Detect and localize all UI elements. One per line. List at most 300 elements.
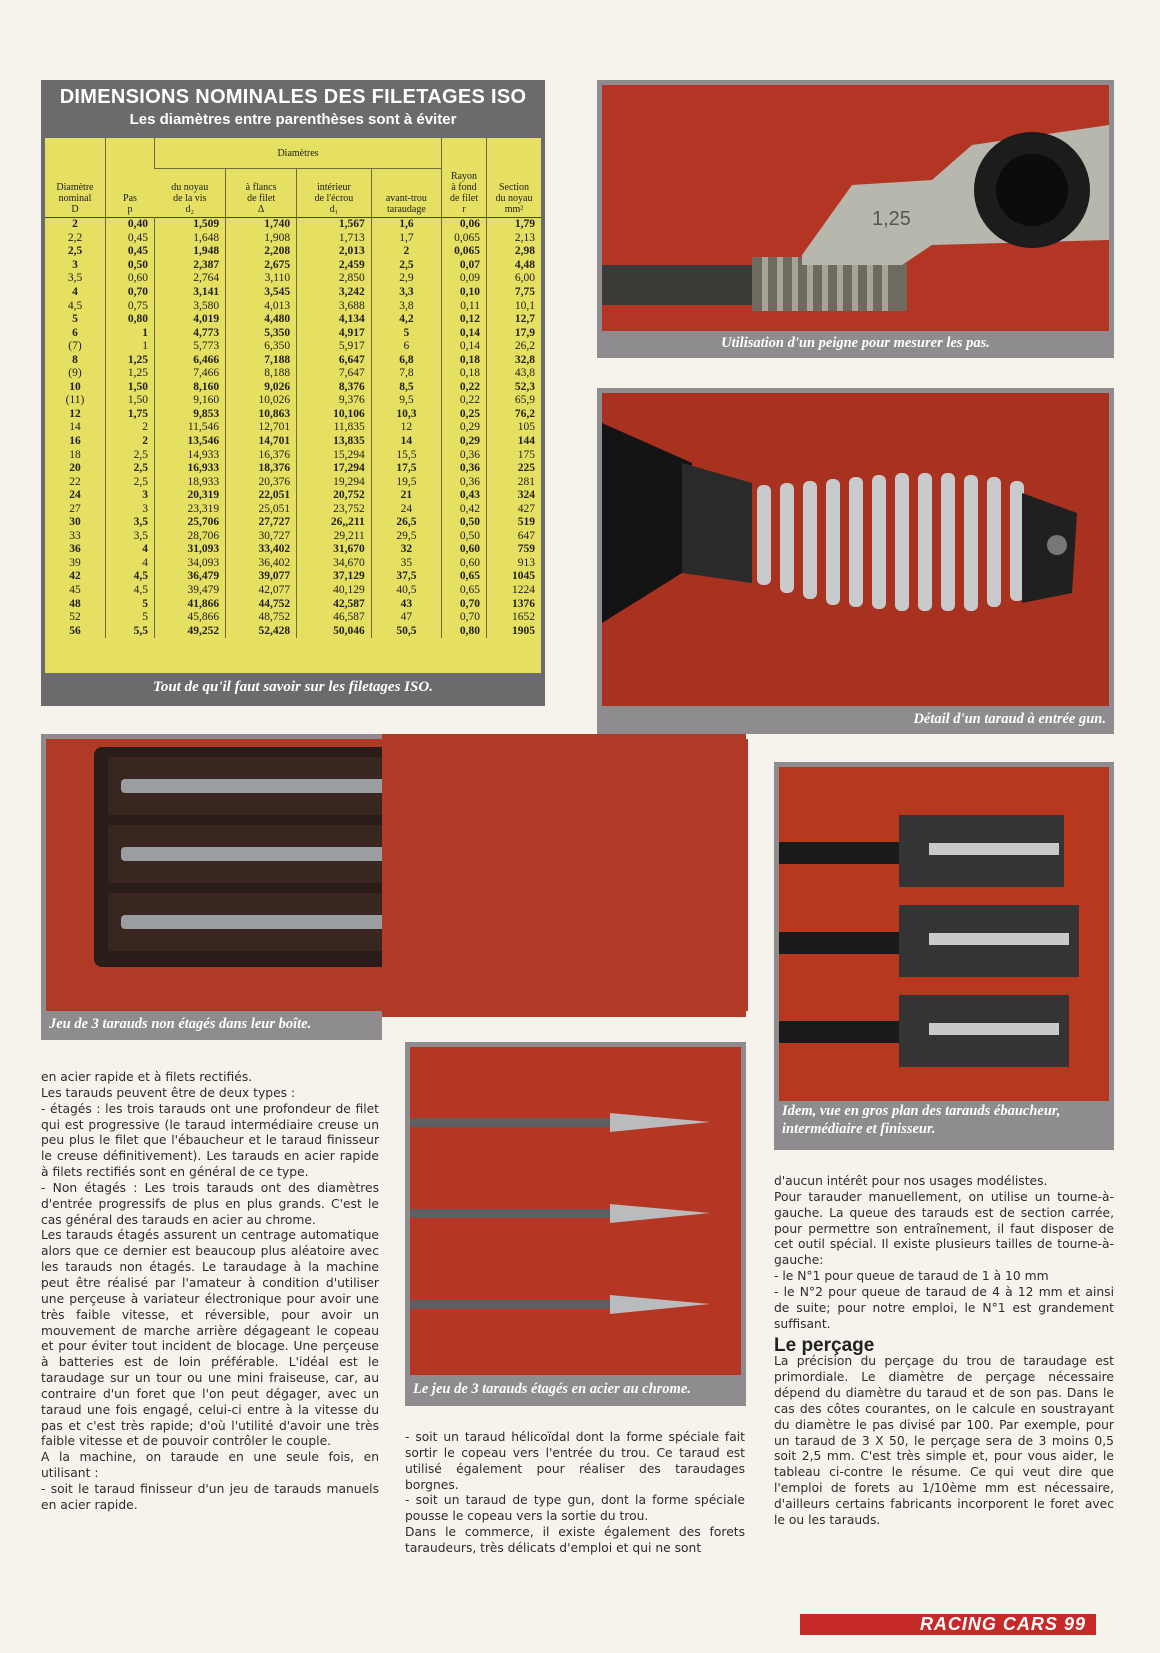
- table-cell: 2,5: [371, 259, 441, 273]
- table-cell: 0,75: [106, 299, 155, 313]
- table-cell: 4,5: [106, 584, 155, 598]
- table-cell: 5: [106, 611, 155, 625]
- table-row: [45, 286, 541, 300]
- table-row: [45, 367, 541, 381]
- table-cell: 14: [69, 421, 81, 434]
- table-row: [45, 624, 541, 638]
- table-cell: 42: [69, 570, 81, 583]
- table-cell: 2: [106, 435, 155, 449]
- paragraph: - soit un taraud de type gun, dont la forme spéciale pousse le copeau vers la sortie du trou.: [405, 1493, 745, 1524]
- table-cell: 56: [69, 624, 81, 637]
- table-row: [45, 218, 541, 232]
- table-row: [45, 611, 541, 625]
- table-cell: 3: [106, 502, 155, 516]
- table-cell: 13,546: [155, 435, 226, 449]
- table-cell: 6,350: [226, 340, 297, 354]
- table-cell: 1,567: [297, 218, 372, 232]
- table-cell: 76,2: [487, 408, 542, 422]
- table-cell: 5: [371, 326, 441, 340]
- page-number: 99: [1063, 1614, 1086, 1634]
- table-cell: 20,752: [297, 489, 372, 503]
- table-cell: 21: [371, 489, 441, 503]
- table-cell: 1: [106, 340, 155, 354]
- table-cell: 0,65: [442, 570, 487, 584]
- table-cell: 19,294: [297, 475, 372, 489]
- table-cell: 42,587: [297, 597, 372, 611]
- table-cell: 17,294: [297, 462, 372, 476]
- tap-closeup-illustration: [779, 767, 1109, 1101]
- iso-table-subtitle: Les diamètres entre parenthèses sont à éviter: [129, 111, 457, 128]
- table-cell: 1,50: [106, 394, 155, 408]
- header-pas: Pas p: [106, 138, 155, 218]
- table-cell: 22,051: [226, 489, 297, 503]
- table-cell: 3,5: [106, 516, 155, 530]
- table-cell: 2,764: [155, 272, 226, 286]
- table-cell: 43,8: [487, 367, 542, 381]
- paragraph: - soit un taraud hélicoïdal dont la forme spéciale fait sortir le copeau vers l'entrée du trou. Ce taraud est utilisé également pour réaliser des taraudages borgnes.: [405, 1430, 745, 1492]
- table-cell: 2,208: [226, 245, 297, 259]
- table-cell: 10,106: [297, 408, 372, 422]
- table-cell: 36,402: [226, 557, 297, 571]
- table-cell: 16: [69, 435, 81, 448]
- iso-table-body: [45, 138, 541, 673]
- table-cell: 1045: [487, 570, 542, 584]
- table-cell: 175: [487, 448, 542, 462]
- table-row: [45, 259, 541, 273]
- table-cell: 2: [72, 218, 78, 231]
- table-cell: 3: [106, 489, 155, 503]
- table-row: [45, 462, 541, 476]
- table-cell: 27,727: [226, 516, 297, 530]
- table-cell: 0,60: [442, 557, 487, 571]
- table-cell: 2,9: [371, 272, 441, 286]
- table-cell: 10: [69, 380, 81, 393]
- table-cell: 0,36: [442, 475, 487, 489]
- table-cell: 0,22: [442, 394, 487, 408]
- table-cell: 37,129: [297, 570, 372, 584]
- table-cell: 7,188: [226, 353, 297, 367]
- header-avant-trou: avant-trou taraudage: [371, 169, 441, 218]
- table-cell: 1,25: [106, 367, 155, 381]
- table-cell: 0,70: [442, 597, 487, 611]
- table-cell: 13,835: [297, 435, 372, 449]
- table-cell: 39,077: [226, 570, 297, 584]
- table-cell: 12,7: [487, 313, 542, 327]
- table-cell: 2: [106, 421, 155, 435]
- table-cell: 4: [106, 543, 155, 557]
- table-cell: 31,670: [297, 543, 372, 557]
- table-cell: 33,402: [226, 543, 297, 557]
- table-cell: 32: [371, 543, 441, 557]
- caption-boite: Jeu de 3 tarauds non étagés dans leur boîte.: [49, 1016, 312, 1032]
- iso-table-title: DIMENSIONS NOMINALES DES FILETAGES ISO: [59, 86, 527, 108]
- table-cell: 2,459: [297, 259, 372, 273]
- photo-gros-plan: [774, 762, 1114, 1150]
- table-cell: 50,5: [371, 624, 441, 638]
- table-cell: 519: [487, 516, 542, 530]
- table-cell: 1652: [487, 611, 542, 625]
- table-cell: 37,5: [371, 570, 441, 584]
- table-cell: 48,752: [226, 611, 297, 625]
- text-column-2: [405, 1430, 745, 1557]
- table-row: [45, 326, 541, 340]
- table-cell: 6,8: [371, 353, 441, 367]
- paragraph: Les tarauds peuvent être de deux types :: [41, 1085, 296, 1100]
- table-cell: 2,675: [226, 259, 297, 273]
- table-cell: 40,129: [297, 584, 372, 598]
- table-cell: 0,22: [442, 381, 487, 395]
- table-cell: 29,211: [297, 530, 372, 544]
- table-row: [45, 272, 541, 286]
- table-cell: 3,110: [226, 272, 297, 286]
- table-cell: 1,50: [106, 381, 155, 395]
- table-cell: 1,740: [226, 218, 297, 232]
- table-cell: 3,8: [371, 299, 441, 313]
- photo-chrome-image: [410, 1047, 741, 1375]
- table-cell: 23,319: [155, 502, 226, 516]
- table-cell: 5,917: [297, 340, 372, 354]
- table-cell: 23,752: [297, 502, 372, 516]
- table-cell: 3,141: [155, 286, 226, 300]
- table-cell: 7,647: [297, 367, 372, 381]
- table-cell: 9,160: [155, 394, 226, 408]
- table-cell: 4,480: [226, 313, 297, 327]
- table-cell: 7,8: [371, 367, 441, 381]
- table-cell: 0,43: [442, 489, 487, 503]
- table-cell: 24: [371, 502, 441, 516]
- table-cell: 28,706: [155, 530, 226, 544]
- table-cell: 1,75: [106, 408, 155, 422]
- table-cell: 17,5: [371, 462, 441, 476]
- table-cell: 7,75: [487, 286, 542, 300]
- table-row: [45, 313, 541, 327]
- table-cell: 39,479: [155, 584, 226, 598]
- photo-chrome: [405, 1042, 746, 1406]
- table-row: [45, 353, 541, 367]
- table-cell: 2,013: [297, 245, 372, 259]
- caption-chrome: Le jeu de 3 tarauds étagés en acier au chrome.: [413, 1381, 691, 1397]
- table-cell: 24: [69, 489, 81, 502]
- paragraph: - Non étagés : Les trois tarauds ont des diamètres d'entrée progressifs de plus en plus grands. C'est le cas général des tarauds en acier au chrome.: [41, 1180, 379, 1227]
- table-cell: 20: [69, 462, 81, 475]
- table-cell: 45: [69, 584, 81, 597]
- paragraph: - étagés : les trois tarauds ont une profondeur de filet qui est progressive (le taraud intermédiaire creuse un peu plus le filet que l'ébaucheur et le taraud finisseur le creuse définitivement). Les tarauds en acier rapide à filets rectifiés sont en général de ce type.: [41, 1101, 379, 1180]
- paragraph: - le N°2 pour queue de taraud de 4 à 12 mm et ainsi de suite; pour notre emploi, le N°1 est grandement suffisant.: [774, 1284, 1114, 1331]
- table-cell: 324: [487, 489, 542, 503]
- table-cell: 49,252: [155, 624, 226, 638]
- table-cell: 4,773: [155, 326, 226, 340]
- table-cell: 8,5: [371, 381, 441, 395]
- table-row: [45, 408, 541, 422]
- table-cell: 6: [72, 326, 78, 339]
- iso-table-panel: [41, 80, 545, 706]
- table-cell: 3,5: [106, 530, 155, 544]
- header-flancs: à flancs de filet Δ: [226, 169, 297, 218]
- header-rayon: Rayon à fond de filet r: [442, 138, 487, 218]
- table-cell: 0,25: [442, 408, 487, 422]
- table-cell: 0,70: [442, 611, 487, 625]
- table-cell: 0,065: [442, 232, 487, 246]
- table-cell: 0,80: [442, 624, 487, 638]
- table-row: [45, 502, 541, 516]
- table-cell: 427: [487, 502, 542, 516]
- table-cell: 2: [371, 245, 441, 259]
- table-cell: 0,45: [106, 232, 155, 246]
- table-cell: 5,773: [155, 340, 226, 354]
- table-cell: 10,863: [226, 408, 297, 422]
- table-cell: 0,09: [442, 272, 487, 286]
- paragraph: en acier rapide et à filets rectifiés.: [41, 1070, 253, 1084]
- table-cell: 1,6: [371, 218, 441, 232]
- table-cell: 5,5: [106, 624, 155, 638]
- header-section: Section du noyau mm²: [487, 138, 542, 218]
- table-cell: 0,70: [106, 286, 155, 300]
- table-cell: 11,546: [155, 421, 226, 435]
- thread-gauge-illustration: [602, 85, 1109, 331]
- table-cell: 0,14: [442, 340, 487, 354]
- table-cell: 9,5: [371, 394, 441, 408]
- table-cell: 42,077: [226, 584, 297, 598]
- table-cell: 45,866: [155, 611, 226, 625]
- table-cell: 2,98: [487, 245, 542, 259]
- table-cell: 20,319: [155, 489, 226, 503]
- table-row: [45, 584, 541, 598]
- table-cell: 4: [106, 557, 155, 571]
- iso-table-caption: Tout de qu'il faut savoir sur les filetages ISO.: [153, 679, 433, 695]
- table-cell: 48: [69, 597, 81, 610]
- table-row: [45, 394, 541, 408]
- table-cell: 34,670: [297, 557, 372, 571]
- table-cell: 5: [72, 313, 78, 326]
- table-cell: (11): [65, 394, 85, 407]
- header-diametres: Diamètres: [155, 138, 442, 169]
- table-row: [45, 381, 541, 395]
- table-cell: 3,580: [155, 299, 226, 313]
- photo-peigne: [597, 80, 1114, 358]
- photo-gun: [597, 388, 1114, 734]
- table-cell: 0,45: [106, 245, 155, 259]
- photo-boite: [41, 734, 382, 1040]
- table-cell: 105: [487, 421, 542, 435]
- table-cell: 44,752: [226, 597, 297, 611]
- table-cell: 225: [487, 462, 542, 476]
- table-cell: 34,093: [155, 557, 226, 571]
- section-heading-percage: Le perçage: [774, 1335, 875, 1357]
- table-cell: 46,587: [297, 611, 372, 625]
- table-cell: 16,933: [155, 462, 226, 476]
- table-cell: (7): [68, 340, 82, 353]
- paragraph: - soit le taraud finisseur d'un jeu de tarauds manuels en acier rapide.: [41, 1481, 379, 1512]
- table-cell: 0,29: [442, 421, 487, 435]
- table-cell: 10,1: [487, 299, 542, 313]
- table-cell: 18,933: [155, 475, 226, 489]
- table-row: [45, 597, 541, 611]
- table-cell: 4,5: [106, 570, 155, 584]
- table-cell: 12: [69, 407, 81, 420]
- table-cell: 36,479: [155, 570, 226, 584]
- table-cell: 0,18: [442, 367, 487, 381]
- table-cell: 15,5: [371, 448, 441, 462]
- table-cell: 29,5: [371, 530, 441, 544]
- table-cell: 10,026: [226, 394, 297, 408]
- table-cell: 10,3: [371, 408, 441, 422]
- table-cell: 6: [371, 340, 441, 354]
- table-cell: 14: [371, 435, 441, 449]
- table-cell: 36: [69, 543, 81, 556]
- table-cell: 31,093: [155, 543, 226, 557]
- table-cell: 26,,211: [297, 516, 372, 530]
- caption-gros-plan: Idem, vue en gros plan des tarauds ébaucheur, intermédiaire et finisseur.: [782, 1103, 1061, 1137]
- table-cell: 9,376: [297, 394, 372, 408]
- table-cell: 0,80: [106, 313, 155, 327]
- table-cell: 14,701: [226, 435, 297, 449]
- table-cell: 144: [487, 435, 542, 449]
- table-cell: 8,160: [155, 381, 226, 395]
- table-row: [45, 570, 541, 584]
- table-cell: 2,387: [155, 259, 226, 273]
- table-cell: 3,5: [67, 272, 83, 285]
- paragraph: Dans le commerce, il existe également des forets taraudeurs, très délicats d'emploi et qui ne sont: [405, 1525, 745, 1555]
- paragraph: La précision du perçage du trou de taraudage est primordiale. Le diamètre de perçage nécessaire dépend du diamètre du taraud et de son pas. Dans le cas des côtes courantes, on le calcule en soustrayant du diamètre le pas divisé par 100. Par exemple, pour un taraud de 3 X 50, le perçage sera de 3 moins 0,5 soit 2,5 mm. C'est très simple et, pour vous aider, le tableau ci-contre le résume. Ce qui veut dire que l'emploi de forets au 1/10ème mm est nécessaire, d'ailleurs certains fabricants incorporent le foret avec le ou les tarauds.: [774, 1354, 1114, 1527]
- table-cell: 18,376: [226, 462, 297, 476]
- paragraph: A la machine, on taraude en une seule fois, en utilisant :: [41, 1450, 379, 1481]
- table-cell: 52,428: [226, 624, 297, 638]
- table-cell: 12: [371, 421, 441, 435]
- table-cell: 33: [69, 529, 81, 542]
- table-cell: 11,835: [297, 421, 372, 435]
- table-cell: 8,188: [226, 367, 297, 381]
- table-cell: 6,466: [155, 353, 226, 367]
- table-cell: 6,00: [487, 272, 542, 286]
- table-cell: 3,545: [226, 286, 297, 300]
- table-row: [45, 299, 541, 313]
- gauge-mark: 1,25: [872, 208, 911, 230]
- table-row: [45, 435, 541, 449]
- table-row: [45, 245, 541, 259]
- table-row: [45, 421, 541, 435]
- table-cell: 26,2: [487, 340, 542, 354]
- table-cell: 18: [69, 448, 81, 461]
- table-cell: 47: [371, 611, 441, 625]
- table-cell: 0,65: [442, 584, 487, 598]
- iso-table: [45, 138, 541, 638]
- table-cell: 1376: [487, 597, 542, 611]
- table-cell: 1,509: [155, 218, 226, 232]
- table-row: [45, 448, 541, 462]
- table-cell: 2,2: [67, 231, 83, 244]
- table-cell: 27: [69, 502, 81, 515]
- table-cell: 50,046: [297, 624, 372, 638]
- paragraph: Pour tarauder manuellement, on utilise un tourne-à-gauche. La queue des tarauds est de section carrée, pour permettre son entraînement, il faut disposer de cet outil spécial. Il existe plusieurs tailles de tourne-à-gauche:: [774, 1189, 1114, 1268]
- table-cell: 1: [106, 326, 155, 340]
- table-cell: 2,5: [106, 448, 155, 462]
- table-cell: 2,5: [106, 475, 155, 489]
- table-cell: 281: [487, 475, 542, 489]
- caption-gun: Détail d'un taraud à entrée gun.: [913, 711, 1106, 727]
- photo-peigne-image: [602, 85, 1109, 331]
- table-cell: (9): [68, 367, 82, 380]
- table-cell: 32,8: [487, 353, 542, 367]
- table-cell: 759: [487, 543, 542, 557]
- table-cell: 1,7: [371, 232, 441, 246]
- table-cell: 5: [106, 597, 155, 611]
- table-cell: 0,07: [442, 259, 487, 273]
- table-cell: 3: [72, 258, 78, 271]
- table-cell: 26,5: [371, 516, 441, 530]
- table-cell: 0,40: [106, 218, 155, 232]
- table-cell: 40,5: [371, 584, 441, 598]
- table-cell: 1,648: [155, 232, 226, 246]
- table-row: [45, 340, 541, 354]
- table-cell: 4,019: [155, 313, 226, 327]
- table-cell: 65,9: [487, 394, 542, 408]
- table-cell: 647: [487, 530, 542, 544]
- table-cell: 4,917: [297, 326, 372, 340]
- table-cell: 6,647: [297, 353, 372, 367]
- table-cell: 0,18: [442, 353, 487, 367]
- table-cell: 8: [72, 353, 78, 366]
- paragraph: - le N°1 pour queue de taraud de 1 à 10 mm: [774, 1269, 1049, 1284]
- table-cell: 913: [487, 557, 542, 571]
- table-cell: 3,3: [371, 286, 441, 300]
- table-cell: 17,9: [487, 326, 542, 340]
- photo-gun-image: [602, 393, 1109, 706]
- table-cell: 1,948: [155, 245, 226, 259]
- table-cell: 16,376: [226, 448, 297, 462]
- table-cell: 52,3: [487, 381, 542, 395]
- table-cell: 0,42: [442, 502, 487, 516]
- table-cell: 30: [69, 516, 81, 529]
- table-cell: 1,908: [226, 232, 297, 246]
- table-cell: 14,933: [155, 448, 226, 462]
- header-noyau: du noyau de la vis d₂: [171, 182, 209, 215]
- table-cell: 0,11: [442, 299, 487, 313]
- table-cell: 0,10: [442, 286, 487, 300]
- table-cell: 4: [72, 286, 78, 298]
- table-cell: 9,026: [226, 381, 297, 395]
- table-cell: 1905: [487, 624, 542, 638]
- photo-gros-plan-image: [779, 767, 1109, 1101]
- table-row: [45, 475, 541, 489]
- table-cell: 35: [371, 557, 441, 571]
- table-cell: 0,60: [442, 543, 487, 557]
- header-diam-nominal: Diamètre nominal D: [56, 182, 94, 215]
- magazine-name: RACING CARS: [919, 1614, 1058, 1634]
- chrome-taps-illustration: [410, 1047, 741, 1375]
- table-cell: 0,14: [442, 326, 487, 340]
- photo-boite-extension: [382, 734, 746, 1017]
- table-cell: 0,36: [442, 448, 487, 462]
- table-cell: 5,350: [226, 326, 297, 340]
- header-ecrou: intérieur de l'écrou d₁: [297, 169, 372, 218]
- gun-tap-illustration: [602, 393, 1109, 706]
- table-cell: 8,376: [297, 381, 372, 395]
- table-cell: 0,06: [442, 218, 487, 232]
- table-cell: 4,013: [226, 299, 297, 313]
- table-cell: 3,688: [297, 299, 372, 313]
- table-row: [45, 232, 541, 246]
- table-cell: 30,727: [226, 530, 297, 544]
- table-cell: 2,850: [297, 272, 372, 286]
- table-cell: 2,13: [487, 232, 542, 246]
- table-cell: 39: [69, 556, 81, 569]
- table-cell: 2,5: [106, 462, 155, 476]
- table-cell: 2,5: [67, 245, 83, 258]
- text-column-1: [41, 1070, 379, 1514]
- table-cell: 0,12: [442, 313, 487, 327]
- table-cell: 0,50: [106, 259, 155, 273]
- table-cell: 43: [371, 597, 441, 611]
